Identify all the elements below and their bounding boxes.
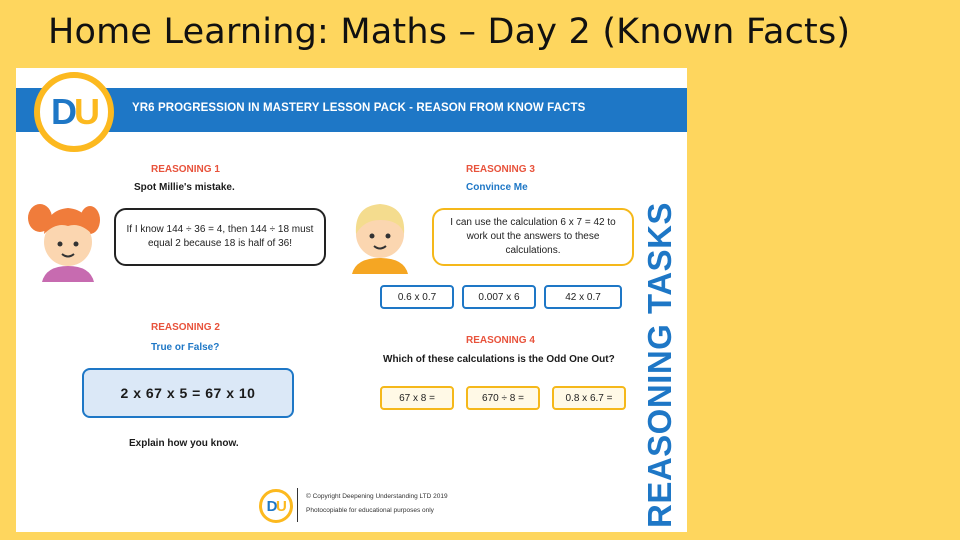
reasoning3-speech-bubble: [432, 208, 634, 266]
reasoning-tasks-side-label: REASONING TASKS: [641, 202, 678, 528]
brand-logo: [34, 72, 114, 152]
reasoning4-heading: REASONING 4: [466, 335, 535, 346]
reasoning3-calc-2: [462, 285, 536, 309]
worksheet: [16, 68, 687, 532]
banner-title: YR6 PROGRESSION IN MASTERY LESSON PACK - REASON FROM KNOW FACTS: [132, 102, 586, 114]
reasoning2-equation-box: [82, 368, 294, 418]
reasoning1-speech-bubble: [114, 208, 326, 266]
reasoning2-equation: 2 x 67 x 5 = 67 x 10: [120, 385, 256, 401]
copyright-line-2: Photocopiable for educational purposes only: [306, 507, 434, 514]
reasoning1-prompt: Spot Millie's mistake.: [134, 182, 235, 193]
footer-logo-letter-d: D: [266, 497, 276, 515]
reasoning4-calc-3-text: 0.8 x 6.7 =: [565, 392, 613, 404]
footer-logo: [259, 489, 293, 523]
reasoning4-calc-2-text: 670 ÷ 8 =: [482, 392, 524, 404]
reasoning3-calc-1-text: 0.6 x 0.7: [397, 291, 437, 303]
footer-divider: [297, 488, 298, 522]
reasoning3-calc-3: [544, 285, 622, 309]
logo-letter-u: U: [74, 91, 97, 132]
reasoning4-calc-2: [466, 386, 540, 410]
header-banner: [16, 88, 687, 132]
footer-logo-letter-u: U: [276, 497, 286, 515]
reasoning3-heading: REASONING 3: [466, 164, 535, 175]
logo-letter-d: D: [51, 91, 74, 132]
copyright-line-1: © Copyright Deepening Understanding LTD 2019: [306, 493, 448, 500]
reasoning3-calc-3-text: 42 x 0.7: [565, 291, 601, 303]
reasoning4-calc-1: [380, 386, 454, 410]
reasoning3-calc-2-text: 0.007 x 6: [478, 291, 520, 303]
reasoning3-calc-1: [380, 285, 454, 309]
reasoning2-footer: Explain how you know.: [129, 438, 239, 449]
reasoning3-bubble-text: I can use the calculation 6 x 7 = 42 to work out the answers to these calculations.: [450, 217, 616, 256]
reasoning4-calc-1-text: 67 x 8 =: [399, 392, 435, 404]
reasoning2-prompt: True or False?: [151, 342, 220, 353]
boy-character-icon: [344, 194, 416, 274]
girl-character-icon: [26, 192, 106, 282]
reasoning4-calc-3: [552, 386, 626, 410]
slide-title: Home Learning: Maths – Day 2 (Known Facts): [48, 12, 851, 52]
reasoning2-heading: REASONING 2: [151, 322, 220, 333]
reasoning1-heading: REASONING 1: [151, 164, 220, 175]
reasoning3-prompt: Convince Me: [466, 182, 528, 193]
reasoning4-prompt: Which of these calculations is the Odd One Out?: [383, 354, 615, 365]
reasoning1-bubble-text: If I know 144 ÷ 36 = 4, then 144 ÷ 18 must equal 2 because 18 is half of 36!: [126, 224, 314, 249]
